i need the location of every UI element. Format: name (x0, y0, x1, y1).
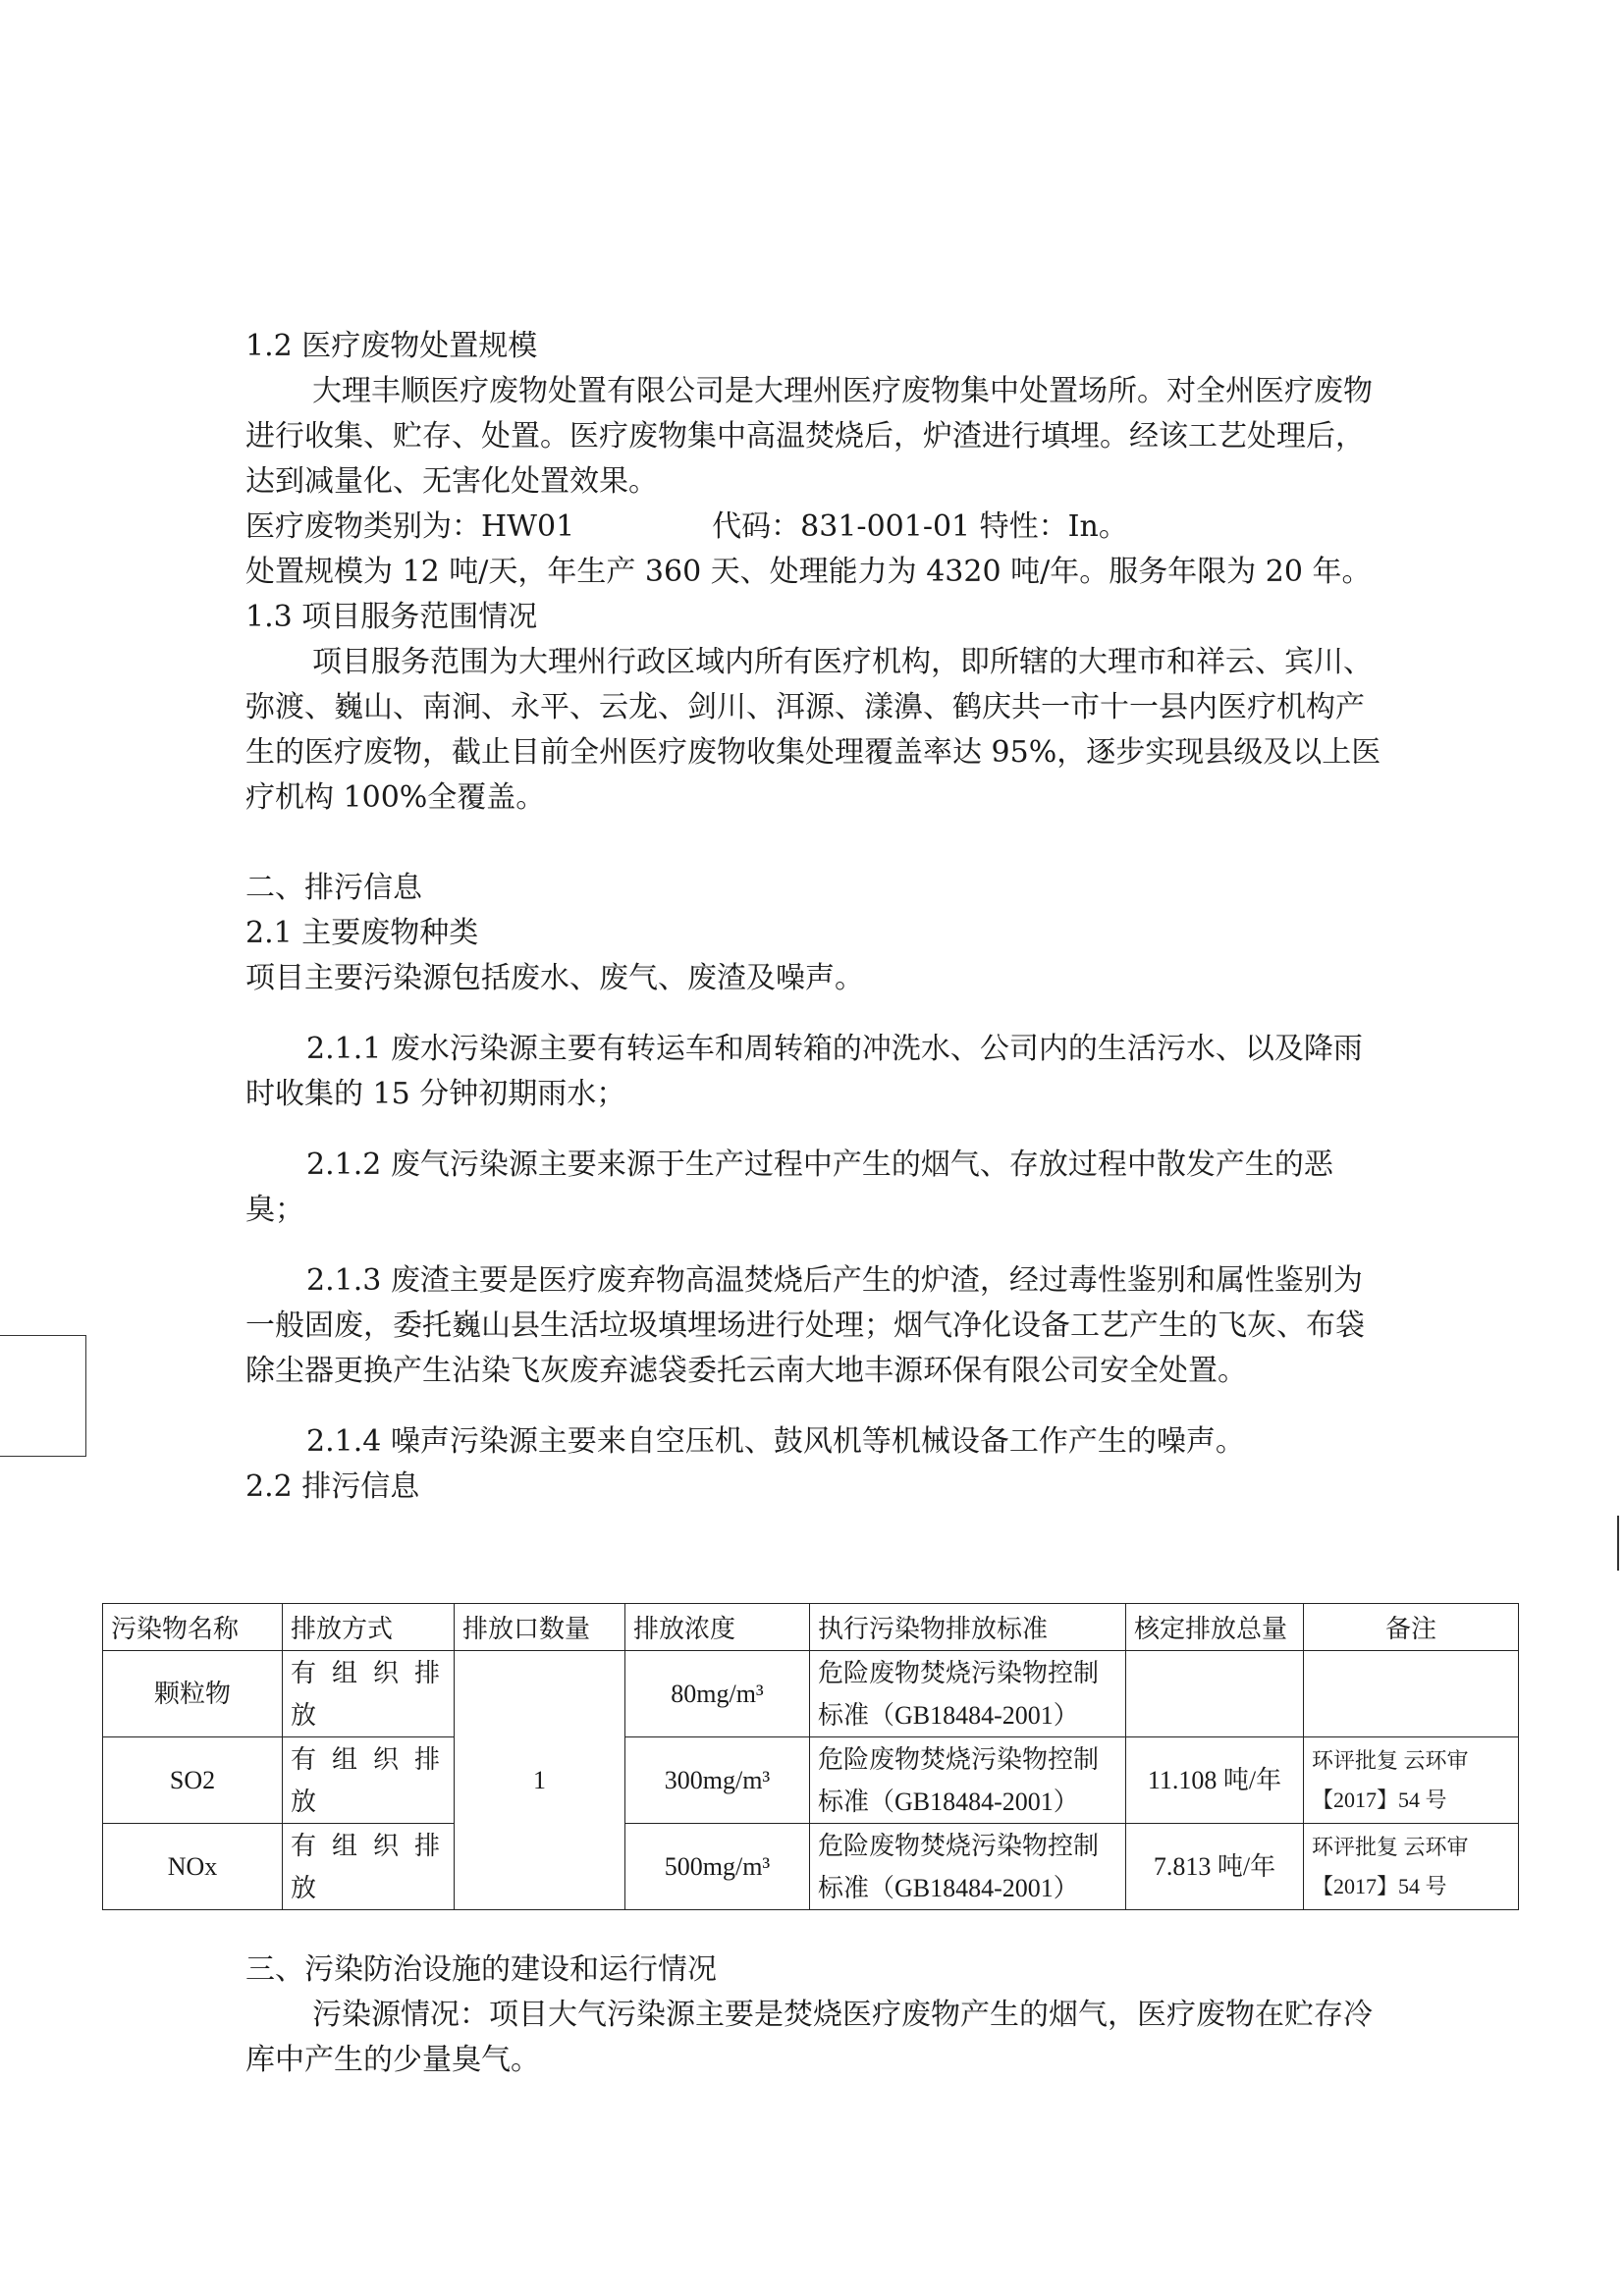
heading-2-2: 2.2 排污信息 (245, 1469, 420, 1504)
total-amount: 11.108 吨/年 (1126, 1737, 1304, 1824)
col-header: 污染物名称 (103, 1604, 283, 1651)
emission-table (102, 1603, 1519, 1910)
total-amount (1126, 1651, 1304, 1737)
remark: 环评批复 云环审【2017】54 号 (1304, 1824, 1519, 1910)
col-header: 执行污染物排放标准 (810, 1604, 1126, 1651)
standard: 危险废物焚烧污染物控制标准（GB18484-2001） (810, 1824, 1126, 1910)
emission-mode: 有组织排放 (283, 1824, 455, 1910)
emission-table-wrap (102, 1603, 1519, 1910)
table-row (103, 1824, 1519, 1910)
heading-2-1: 2.1 主要废物种类 (245, 916, 479, 950)
scale-line: 处置规模为 12 吨/天，年生产 360 天、处理能力为 4320 吨/年。服务年限为 20 年。 (245, 555, 1372, 589)
emission-mode: 有组织排放 (283, 1651, 455, 1737)
heading-1-3: 1.3 项目服务范围情况 (245, 600, 538, 634)
para-3: 污染源情况：项目大气污染源主要是焚烧医疗废物产生的烟气，医疗废物在贮存冷库中产生的少量臭气。 (245, 1998, 1373, 2077)
category-line (245, 505, 1384, 550)
total-amount: 7.813 吨/年 (1126, 1824, 1304, 1910)
concentration: 300mg/m³ (625, 1737, 810, 1824)
para-2-1-2: 2.1.2 废气污染源主要来源于生产过程中产生的烟气、存放过程中散发产生的恶臭； (245, 1148, 1333, 1227)
pollutant-name: SO2 (103, 1737, 283, 1824)
standard: 危险废物焚烧污染物控制标准（GB18484-2001） (810, 1737, 1126, 1824)
col-header: 排放口数量 (455, 1604, 625, 1651)
margin-mark (1617, 1516, 1619, 1571)
para-1-2: 大理丰顺医疗废物处置有限公司是大理州医疗废物集中处置场所。对全州医疗废物进行收集、贮存、处置。医疗废物集中高温焚烧后，炉渣进行填埋。经该工艺处理后，达到减量化、无害化处置效果。 (245, 374, 1373, 499)
heading-2: 二、排污信息 (245, 871, 422, 905)
pollutant-name: NOx (103, 1824, 283, 1910)
concentration: 80mg/m³ (625, 1651, 810, 1737)
remark: 环评批复 云环审【2017】54 号 (1304, 1737, 1519, 1824)
table-header-row (103, 1604, 1519, 1651)
emission-mode: 有组织排放 (283, 1737, 455, 1824)
remark (1304, 1651, 1519, 1737)
margin-box (0, 1335, 86, 1457)
para-2-1-4: 2.1.4 噪声污染源主要来自空压机、鼓风机等机械设备工作产生的噪声。 (306, 1424, 1245, 1459)
pollutant-name: 颗粒物 (103, 1651, 283, 1737)
table-row (103, 1651, 1519, 1737)
outlet-count: 1 (455, 1651, 625, 1910)
table-row (103, 1737, 1519, 1824)
para-1-3: 项目服务范围为大理州行政区域内所有医疗机构，即所辖的大理市和祥云、宾川、弥渡、巍山、南涧、永平、云龙、剑川、洱源、漾濞、鹤庆共一市十一县内医疗机构产生的医疗废物，截止目前全州医疗废物收集处理覆盖率达 95%，逐步实现县级及以上医疗机构 100%全覆盖。 (245, 645, 1381, 815)
category-text: 医疗废物类别为：HW01 (245, 509, 575, 544)
col-header: 排放方式 (283, 1604, 455, 1651)
col-header: 核定排放总量 (1126, 1604, 1304, 1651)
section-1-2 (245, 324, 1384, 1510)
concentration: 500mg/m³ (625, 1824, 810, 1910)
col-header: 备注 (1304, 1604, 1519, 1651)
heading-3: 三、污染防治设施的建设和运行情况 (245, 1952, 717, 1987)
intro-2-1: 项目主要污染源包括废水、废气、废渣及噪声。 (245, 961, 864, 995)
para-2-1-3: 2.1.3 废渣主要是医疗废弃物高温焚烧后产生的炉渣，经过毒性鉴别和属性鉴别为一般固废，委托巍山县生活垃圾填埋场进行处理；烟气净化设备工艺产生的飞灰、布袋除尘器更换产生沾染飞灰废弃滤袋委托云南大地丰源环保有限公司安全处置。 (245, 1263, 1365, 1388)
code-text: 代码：831-001-01 特性：In。 (712, 509, 1128, 544)
col-header: 排放浓度 (625, 1604, 810, 1651)
standard: 危险废物焚烧污染物控制标准（GB18484-2001） (810, 1651, 1126, 1737)
para-2-1-1: 2.1.1 废水污染源主要有转运车和周转箱的冲洗水、公司内的生活污水、以及降雨时收集的 15 分钟初期雨水； (245, 1032, 1363, 1111)
section-3 (245, 1948, 1384, 2083)
heading-1-2: 1.2 医疗废物处置规模 (245, 329, 538, 363)
